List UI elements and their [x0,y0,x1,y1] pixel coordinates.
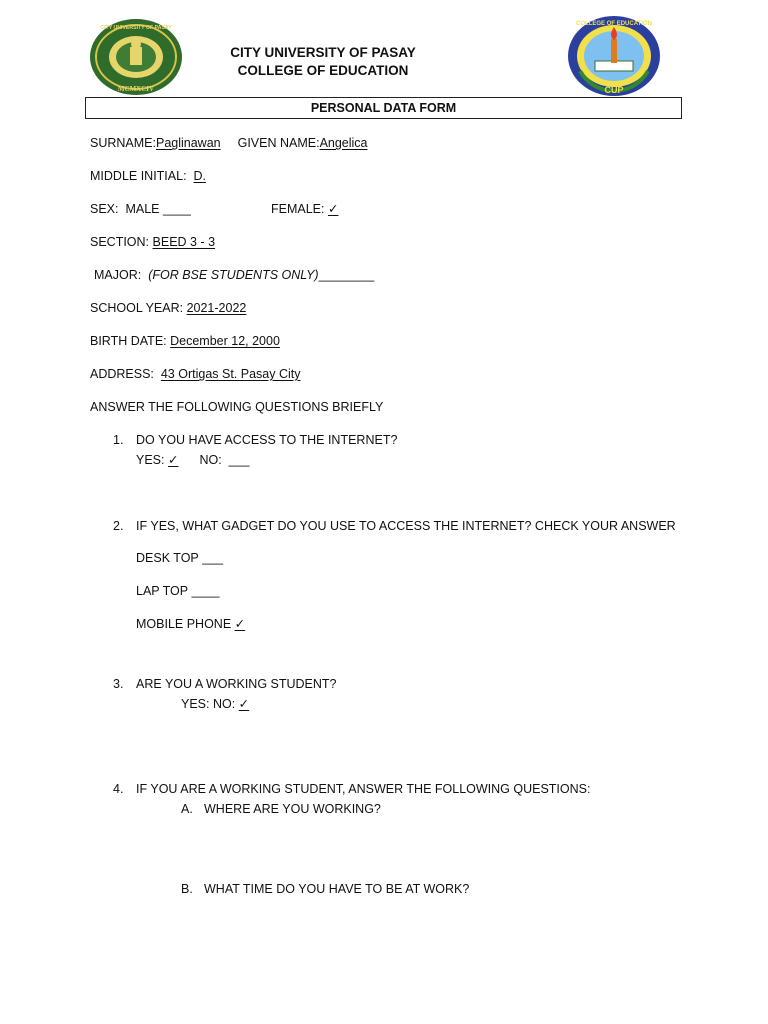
mobile-phone-check: ✓ [234,617,246,631]
mobile-phone-label: MOBILE PHONE [136,617,232,631]
left-seal-ring-text: CITY UNIVERSITY OF PASAY [100,25,172,31]
given-name-label: GIVEN NAME: [237,136,320,150]
university-name: CITY UNIVERSITY OF PASAY [230,45,416,60]
female-check: ✓ [327,202,339,216]
address-value: 43 Ortigas St. Pasay City [160,367,301,381]
section-label: SECTION: [90,235,150,249]
q4b-letter: B. [181,882,193,896]
middle-initial-row [90,168,206,184]
school-year-row [90,300,246,316]
right-seal-ring-text: COLLEGE OF EDUCATION [576,21,652,27]
q4a-text: WHERE ARE YOU WORKING? [204,802,381,816]
major-label: MAJOR: [94,268,142,282]
address-row [90,366,301,382]
q1-yes-check: ✓ [167,453,179,467]
surname-label: SURNAME: [90,136,156,150]
middle-initial-label: MIDDLE INITIAL: [90,169,187,183]
q2-option-laptop [136,583,219,599]
section-row [90,234,215,250]
q3-text: ARE YOU A WORKING STUDENT? [136,677,337,691]
q3-answer-row [181,696,249,712]
surname-value: Paglinawan [155,136,221,150]
laptop-label: LAP TOP [136,584,189,598]
laptop-blank: ____ [191,584,220,598]
female-row [271,201,338,217]
q3-answer-label: YES: NO: [181,697,236,711]
male-blank: ____ [162,202,191,216]
major-blank: ________ [318,268,375,282]
q1-no-blank: ___ [228,453,250,467]
school-year-value: 2021-2022 [186,301,247,315]
desktop-label: DESK TOP [136,551,199,565]
section-value: BEED 3 - 3 [152,235,216,249]
major-note: (FOR BSE STUDENTS ONLY) [148,268,319,282]
school-year-label: SCHOOL YEAR: [90,301,184,315]
major-row [94,267,374,283]
given-name-value: Angelica [319,136,368,150]
college-name: COLLEGE OF EDUCATION [237,63,409,78]
q1-number: 1. [113,433,124,447]
q1-yes-label: YES: [136,453,165,467]
q3-number: 3. [113,677,124,691]
address-label: ADDRESS: [90,367,154,381]
birth-date-value: December 12, 2000 [170,334,280,348]
birth-date-row [90,333,280,349]
q2-number: 2. [113,519,124,533]
q1-answer-row [136,452,249,468]
form-title [85,97,682,119]
q3-no-check: ✓ [238,697,250,711]
q2-option-desktop [136,550,223,566]
middle-initial-value: D. [193,169,206,183]
q4b-text: WHAT TIME DO YOU HAVE TO BE AT WORK? [204,882,470,896]
surname-row [90,135,368,151]
q4a-letter: A. [181,802,193,816]
desktop-blank: ___ [202,551,224,565]
form-title-text: PERSONAL DATA FORM [310,101,457,115]
male-label: MALE [125,202,160,216]
q1-text: DO YOU HAVE ACCESS TO THE INTERNET? [136,433,398,447]
sex-row [90,201,191,217]
left-seal-year: MCMXCIV [117,85,155,93]
birth-date-label: BIRTH DATE: [90,334,167,348]
questions-intro: ANSWER THE FOLLOWING QUESTIONS BRIEFLY [90,400,384,414]
university-seal-logo [88,17,184,97]
female-label: FEMALE: [271,202,325,216]
q2-option-mobile [136,616,245,632]
q4-number: 4. [113,782,124,796]
q2-text: IF YES, WHAT GADGET DO YOU USE TO ACCESS THE INTERNET? CHECK YOUR ANSWER [136,519,676,533]
q4-text: IF YOU ARE A WORKING STUDENT, ANSWER THE FOLLOWING QUESTIONS: [136,782,591,796]
college-seal-logo [566,15,662,97]
sex-label: SEX: [90,202,119,216]
right-seal-initials: CUP [604,85,624,95]
q1-no-label: NO: [199,453,222,467]
